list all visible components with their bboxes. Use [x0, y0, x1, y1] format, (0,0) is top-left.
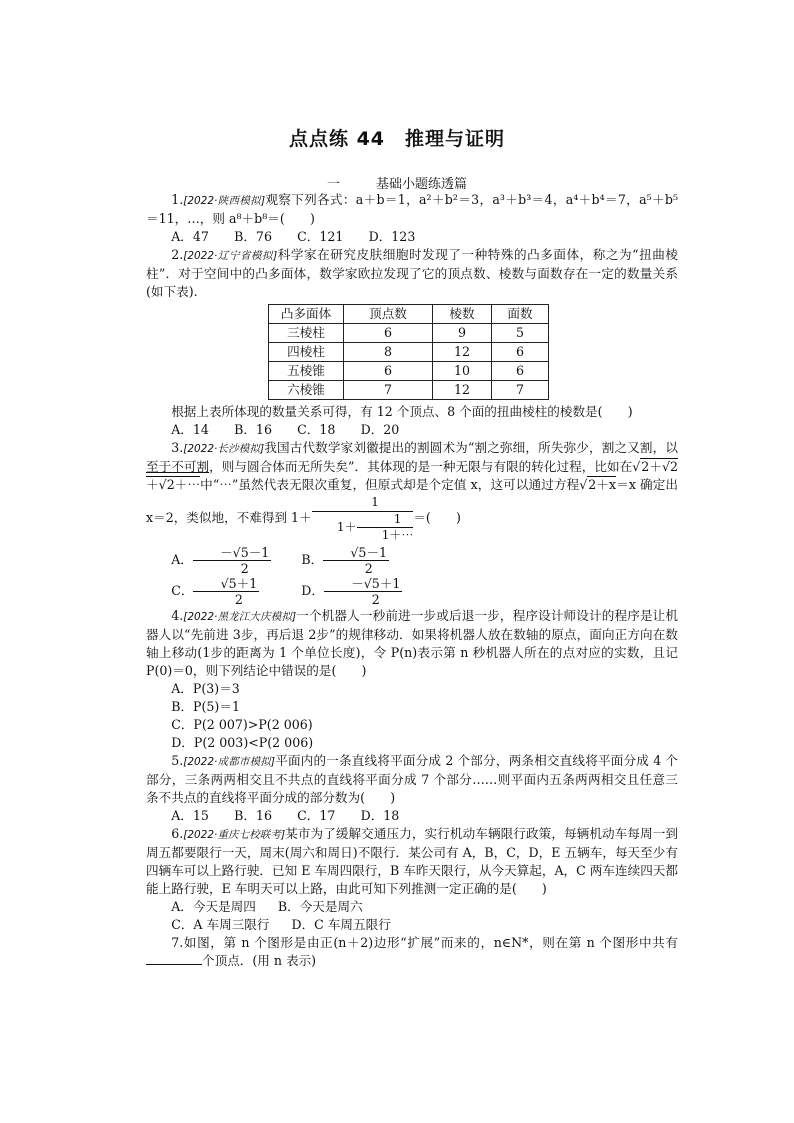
table-cell: 三棱柱	[269, 324, 344, 343]
underlined-phrase: 至于不可割	[146, 459, 210, 474]
table-header-row	[269, 305, 549, 324]
question-6	[146, 825, 678, 898]
table-header: 面数	[492, 305, 549, 324]
question-2	[146, 246, 678, 301]
question-list	[146, 191, 678, 970]
question-4	[146, 607, 678, 680]
question-6-options-ab	[146, 898, 678, 916]
question-stem: ，则与圆合体而无所失矣”．其体现的是一种无限与有限的转化过程，比如在	[209, 459, 633, 474]
table-cell: 四棱柱	[269, 343, 344, 362]
section-heading	[0, 173, 794, 192]
question-number: 2.	[171, 247, 184, 262]
question-stem: 某市为了缓解交通压力，实行机动车辆限行政策，每辆机动车每周一到周五都要限行一天，周末(周六和周日)不限行．某公司有 A，B，C，D，E 五辆车，每天至少有四辆车可以上路行驶．已知 E 车周四限行，B 车昨天限行，从今天算起，A，C 两车连续四天都能上路行驶，E 车明天可以上路，由此可知下列推测一定正确的是( )	[146, 826, 678, 896]
question-source: [2022·长沙模拟]	[183, 443, 265, 455]
section-label: 基础小题练透篇	[376, 177, 468, 192]
table-cell: 6	[492, 362, 549, 381]
question-2-followup: 根据上表所体现的数量关系可得，有 12 个顶点、8 个面的扭曲棱柱的棱数是( )	[171, 404, 633, 419]
question-number: 1.	[171, 192, 184, 207]
fraction-denominator: 2	[234, 592, 243, 607]
option-d: D．P(2 003)<P(2 006)	[171, 735, 314, 750]
table-cell: 5	[492, 324, 549, 343]
table-header: 棱数	[433, 305, 492, 324]
question-3-options-ab	[146, 545, 678, 576]
denominator-prefix: 1＋	[336, 520, 357, 534]
table-row	[269, 362, 549, 381]
fraction-denominator: 2	[364, 561, 373, 576]
question-number: 5.	[171, 753, 184, 768]
table-header: 顶点数	[344, 305, 433, 324]
table-cell: 12	[433, 381, 492, 400]
fraction-numerator: √5＋1	[193, 576, 259, 592]
fraction-denominator	[312, 512, 414, 543]
option-b: B．今天是周六	[277, 899, 363, 914]
table-cell: 6	[492, 343, 549, 362]
question-source: [2022·辽宁省模拟]	[183, 250, 278, 262]
option-b-fraction	[323, 545, 389, 576]
question-number: 7.	[171, 935, 184, 950]
option-label: D．	[301, 583, 324, 598]
question-5-options: A．15 B．16 C．17 D．18	[171, 808, 400, 823]
inner-fraction	[357, 512, 414, 543]
option-a-fraction	[193, 545, 271, 576]
radical-expression	[579, 476, 616, 492]
radicand: 2＋x	[588, 477, 617, 492]
table-cell: 五棱锥	[269, 362, 344, 381]
table-row	[269, 324, 549, 343]
table-cell: 12	[433, 343, 492, 362]
question-stem: 观察下列各式：a＋b＝1，a²＋b²＝3，a³＋b³＝4，a⁴＋b⁴＝7，a⁵＋b⁵＝11，…，则 a⁸＋b⁸＝( )	[146, 192, 678, 226]
table-cell: 9	[433, 324, 492, 343]
question-6-options-cd	[146, 916, 678, 934]
question-5	[146, 752, 678, 807]
fraction-numerator: √5－1	[323, 545, 389, 561]
fraction-numerator: －√5－1	[193, 545, 271, 561]
question-stem: 一个机器人一秒前进一步或后退一步，程序设计师设计的程序是让机器人以“先前进 3步，再后退 2步”的规律移动．如果将机器人放在数轴的原点，面向正方向在数轴上移动(1步的距离为 1 个单位长度)，令 P(n)表示第 n 秒机器人所在的点对应的实数，且记 P(0)＝0，则下列结论中错误的是( )	[146, 608, 678, 678]
table-cell: 6	[344, 362, 433, 381]
table-row	[269, 343, 549, 362]
question-number: 4.	[171, 608, 184, 623]
polyhedron-table	[268, 304, 549, 400]
inner-numerator: 1	[357, 512, 414, 528]
table-cell: 6	[344, 324, 433, 343]
option-b: B．P(5)＝1	[171, 699, 240, 714]
option-c: C．P(2 007)>P(2 006)	[171, 717, 313, 732]
question-source: [2022·黑龙江大庆模拟]	[183, 611, 297, 623]
table-header: 凸多面体	[269, 305, 344, 324]
option-c-fraction	[193, 576, 259, 607]
answer-blank[interactable]	[146, 952, 202, 965]
table-cell: 7	[492, 381, 549, 400]
table-cell: 7	[344, 381, 433, 400]
option-label: B．	[301, 552, 324, 567]
question-stem: ＝x 确定出 x＝2，类似地，不难得到 1＋	[146, 477, 678, 525]
question-1-options: A．47 B．76 C．121 D．123	[171, 229, 416, 244]
option-a: A．P(3)＝3	[171, 681, 240, 696]
question-stem: 中“⋯”虽然代表无限次重复，但原式却是个定值 x，这可以通过方程	[200, 477, 580, 492]
table-cell: 10	[433, 362, 492, 381]
question-stem: ＝( )	[413, 510, 461, 525]
question-stem: 科学家在研究皮肤细胞时发现了一种特殊的凸多面体，称之为“扭曲棱柱”．对于空间中的凸多面体，数学家欧拉发现了它的顶点数、棱数与面数存在一定的数量关系(如下表).	[146, 247, 678, 299]
table-cell: 8	[344, 343, 433, 362]
fraction-numerator: －√5＋1	[324, 576, 402, 592]
question-source: [2022·陕西模拟]	[183, 195, 266, 207]
question-source: [2022·重庆七校联考]	[183, 829, 286, 841]
question-stem: 平面内的一条直线将平面分成 2 个部分，两条相交直线将平面分成 4 个部分，三条两两相交且不共点的直线将平面分成 7 个部分……则平面内五条两两相交且任意三条不共点的直线将平面分成的部分数为( )	[146, 753, 678, 805]
question-number: 6.	[171, 826, 184, 841]
question-stem: 我国古代数学家刘徽提出的割圆术为“割之弥细，所失弥少，割之又割，以	[264, 440, 678, 455]
question-source: [2022·成都市模拟]	[183, 756, 276, 768]
continued-fraction	[312, 494, 414, 543]
question-3	[146, 439, 678, 543]
radicand: 2＋√2＋√2＋⋯	[146, 459, 678, 492]
option-label: A．	[171, 552, 193, 567]
option-label: C．	[171, 583, 194, 598]
section-number: 一	[326, 177, 340, 192]
question-stem: 如图，第 n 个图形是由正(n＋2)边形“扩展”而来的，n∈N*，则在第 n 个图形中共有	[183, 935, 678, 950]
option-d: D．C 车周五限行	[291, 917, 391, 932]
table-row	[269, 381, 549, 400]
question-number: 3.	[171, 440, 184, 455]
inner-denominator: 1＋⋯	[381, 528, 414, 542]
option-a: A．今天是周四	[171, 899, 256, 914]
fraction-denominator: 2	[371, 592, 380, 607]
fraction-numerator: 1	[312, 494, 414, 512]
page-title: 点点练 44 推理与证明	[288, 128, 506, 150]
question-2-options: A．14 B．16 C．18 D．20	[171, 422, 400, 437]
option-c: C．A 车周三限行	[171, 917, 270, 932]
question-1	[146, 191, 678, 228]
table-cell: 六棱锥	[269, 381, 344, 400]
question-stem: 个顶点．(用 n 表示)	[202, 953, 317, 968]
question-7	[146, 934, 678, 970]
fraction-denominator: 2	[240, 561, 249, 576]
option-d-fraction	[324, 576, 402, 607]
question-3-options-cd	[146, 576, 678, 607]
